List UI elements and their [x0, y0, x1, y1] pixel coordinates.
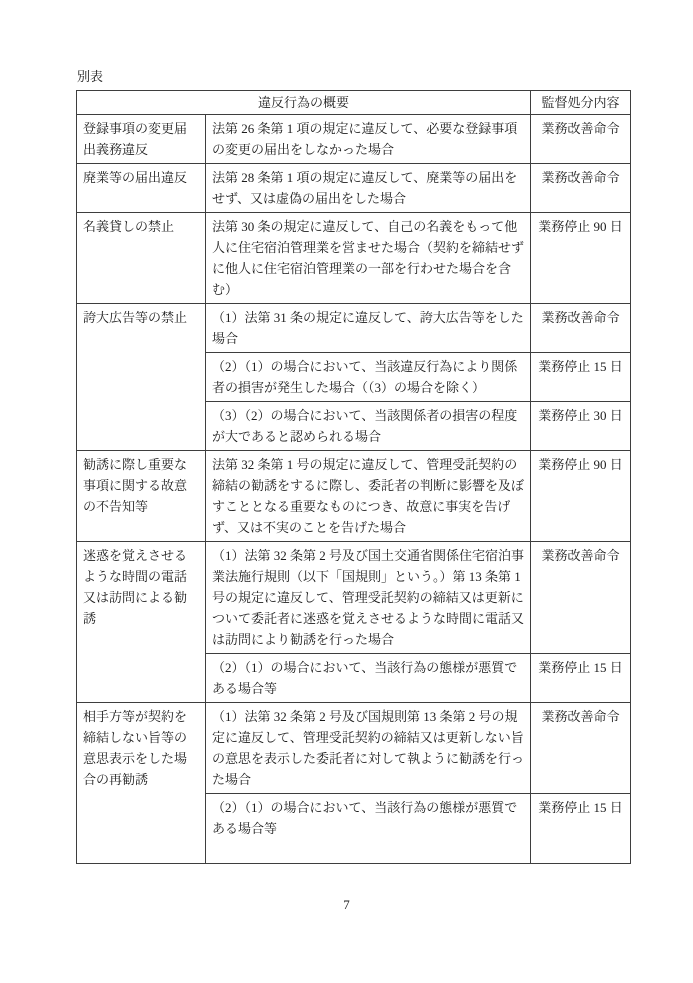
disposition-cell: 業務停止 30 日: [531, 402, 631, 451]
summary-cell: 法第 30 条の規定に違反して、自己の名義をもって他人に住宅宿泊管理業を営ませた場合（契約を締結せずに他人に住宅宿泊管理業の一部を行わせた場合を含む）: [206, 213, 531, 304]
disposition-cell: 業務停止 15 日: [531, 353, 631, 402]
table-row: [77, 451, 631, 542]
disposition-cell: 業務改善命令: [531, 115, 631, 164]
summary-cell: 法第 32 条第 1 号の規定に違反して、管理受託契約の締結の勧誘をするに際し、委託者の判断に影響を及ぼすこととなる重要なものにつき、故意に事実を告げず、又は不実のことを告げた場合: [206, 451, 531, 542]
table-row: [77, 304, 631, 353]
category-cell: 迷惑を覚えさせるような時間の電話又は訪問による勧誘: [77, 542, 206, 703]
summary-cell: （1）法第 32 条第 2 号及び国土交通省関係住宅宿泊事業法施行規則（以下「国規則」という。）第 13 条第 1 号の規定に違反して、管理受託契約の締結又は更新について委託者に迷惑を覚えさせるような時間に電話又は訪問により勧誘を行った場合: [206, 542, 531, 654]
disposition-cell: 業務停止 90 日: [531, 213, 631, 304]
category-cell: 登録事項の変更届出義務違反: [77, 115, 206, 164]
disposition-cell: 業務改善命令: [531, 304, 631, 353]
page-number: 7: [343, 897, 350, 912]
category-cell: 誇大広告等の禁止: [77, 304, 206, 451]
table-row: [77, 542, 631, 654]
category-cell: 名義貸しの禁止: [77, 213, 206, 304]
table-caption: 別表: [77, 69, 104, 84]
table-row: [77, 703, 631, 794]
table-row: [77, 213, 631, 304]
summary-cell: （2）（1）の場合において、当該行為の態様が悪質である場合等: [206, 794, 531, 864]
summary-cell: 法第 28 条第 1 項の規定に違反して、廃業等の届出をせず、又は虚偽の届出をした場合: [206, 164, 531, 213]
category-cell: 廃業等の届出違反: [77, 164, 206, 213]
summary-cell: （1）法第 31 条の規定に違反して、誇大広告等をした場合: [206, 304, 531, 353]
disposition-cell: 業務改善命令: [531, 703, 631, 794]
disposition-cell: 業務改善命令: [531, 164, 631, 213]
summary-cell: （2）（1）の場合において、当該行為の態様が悪質である場合等: [206, 654, 531, 703]
table-row: [77, 164, 631, 213]
disposition-cell: 業務停止 15 日: [531, 654, 631, 703]
header-disposition: 監督処分内容: [531, 91, 631, 115]
header-violation-overview: 違反行為の概要: [77, 91, 531, 115]
category-cell: 相手方等が契約を締結しない旨等の意思表示をした場合の再勧誘: [77, 703, 206, 864]
summary-cell: 法第 26 条第 1 項の規定に違反して、必要な登録事項の変更の届出をしなかった場合: [206, 115, 531, 164]
table-row: [77, 115, 631, 164]
category-cell: 勧誘に際し重要な事項に関する故意の不告知等: [77, 451, 206, 542]
summary-cell: （1）法第 32 条第 2 号及び国規則第 13 条第 2 号の規定に違反して、管理受託契約の締結又は更新しない旨の意思を表示した委託者に対して執ように勧誘を行った場合: [206, 703, 531, 794]
violation-disposition-table: [76, 90, 631, 864]
disposition-cell: 業務停止 90 日: [531, 451, 631, 542]
table-header-row: [77, 91, 631, 115]
summary-cell: （3）（2）の場合において、当該関係者の損害の程度が大であると認められる場合: [206, 402, 531, 451]
disposition-cell: 業務改善命令: [531, 542, 631, 654]
summary-cell: （2）（1）の場合において、当該違反行為により関係者の損害が発生した場合（（3）の場合を除く）: [206, 353, 531, 402]
disposition-cell: 業務停止 15 日: [531, 794, 631, 864]
